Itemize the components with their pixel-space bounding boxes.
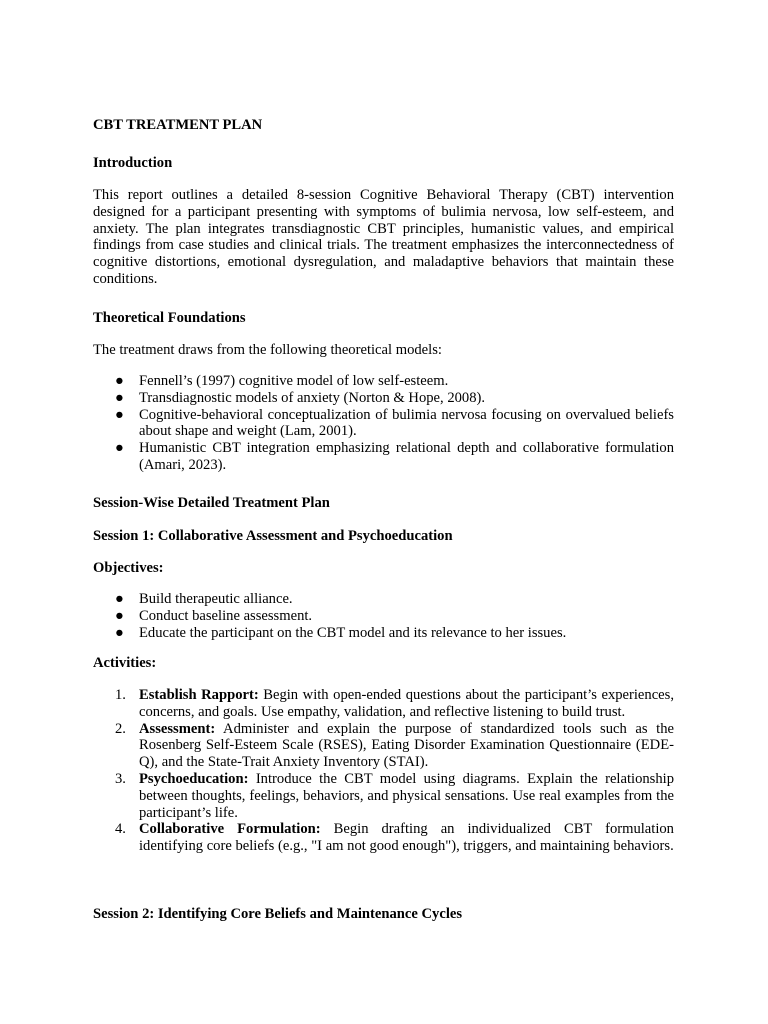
list-item: ● Fennell’s (1997) cognitive model of low self-esteem. xyxy=(115,373,449,389)
list-number: 4. xyxy=(115,821,126,838)
list-item: 2. Assessment: Administer and explain the purpose of standardized tools such as the Rosenberg Self-Esteem Scale (RSES), Eating Disorder Examination Questionnaire (EDE-Q), and the State-Trait Anxiety Inventory (STAI). xyxy=(115,720,674,771)
session1-heading: Session 1: Collaborative Assessment and Psychoeducation xyxy=(93,528,453,544)
list-item: ● Conduct baseline assessment. xyxy=(115,607,313,624)
objectives-list xyxy=(93,591,674,641)
bullet-icon: ● xyxy=(115,406,124,423)
activities-list xyxy=(93,687,674,855)
list-number: 1. xyxy=(115,687,126,703)
activities-heading: Activities: xyxy=(93,655,157,671)
list-item: ● Transdiagnostic models of anxiety (Norton & Hope, 2008). xyxy=(115,389,486,406)
bullet-icon: ● xyxy=(115,440,124,457)
list-item: ● Humanistic CBT integration emphasizing relational depth and collaborative formulation (Amari, 2023). xyxy=(115,440,674,473)
list-item: ● Educate the participant on the CBT model and its relevance to her issues. xyxy=(115,624,567,641)
document-title: CBT TREATMENT PLAN xyxy=(93,117,263,133)
bullet-icon: ● xyxy=(115,591,124,607)
bullet-icon: ● xyxy=(115,389,124,406)
bullet-icon: ● xyxy=(115,373,124,389)
plan-heading: Session-Wise Detailed Treatment Plan xyxy=(93,495,330,511)
bullet-icon: ● xyxy=(115,624,124,641)
activity-label: Establish Rapport: xyxy=(139,687,259,703)
objectives-heading: Objectives: xyxy=(93,560,164,576)
activity-label: Psychoeducation: xyxy=(139,770,249,787)
list-item: 4. Collaborative Formulation: Begin drafting an individualized CBT formulation identifying core beliefs (e.g., "I am not good enough"), triggers, and maintaining behaviors. xyxy=(115,821,674,855)
session2-heading: Session 2: Identifying Core Beliefs and Maintenance Cycles xyxy=(93,906,463,922)
activity-label: Collaborative Formulation: xyxy=(139,821,321,838)
theory-heading: Theoretical Foundations xyxy=(93,310,246,326)
list-item: ● Build therapeutic alliance. xyxy=(115,591,293,607)
introduction-heading: Introduction xyxy=(93,155,173,171)
theory-list xyxy=(93,373,674,474)
list-number: 3. xyxy=(115,770,126,787)
list-item: 3. Psychoeducation: Introduce the CBT model using diagrams. Explain the relationship between thoughts, feelings, behaviors, and physical sensations. Use real examples from the participant’s life. xyxy=(115,770,674,821)
bullet-icon: ● xyxy=(115,607,124,624)
theory-lead: The treatment draws from the following theoretical models: xyxy=(93,342,442,358)
introduction-paragraph: This report outlines a detailed 8-session Cognitive Behavioral Therapy (CBT) intervention designed for a participant presenting with symptoms of bulimia nervosa, low self-esteem, and anxiety. The plan integrates transdiagnostic CBT principles, humanistic values, and empirical findings from case studies and clinical trials. The treatment emphasizes the interconnectedness of cognitive distortions, emotional dysregulation, and maladaptive behaviors that maintain these conditions. xyxy=(93,187,674,287)
list-number: 2. xyxy=(115,720,126,737)
activity-label: Assessment: xyxy=(139,720,216,737)
list-item: ● Cognitive-behavioral conceptualization of bulimia nervosa focusing on overvalued beliefs about shape and weight (Lam, 2001). xyxy=(115,406,674,440)
list-item: 1. Establish Rapport: Begin with open-ended questions about the participant’s experiences, concerns, and goals. Use empathy, validation, and reflective listening to build trust. xyxy=(115,687,674,720)
